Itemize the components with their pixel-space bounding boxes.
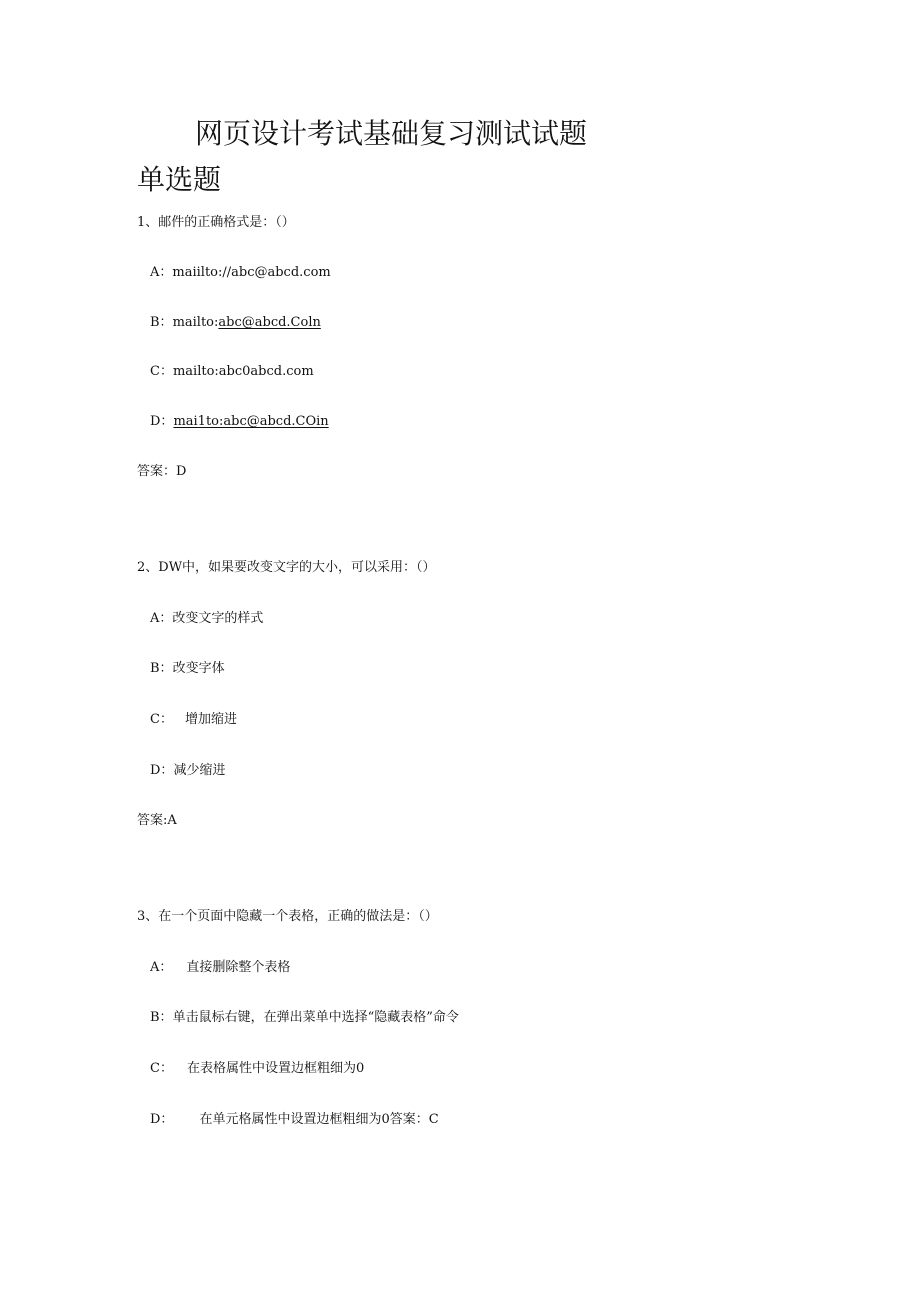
question-1-stem: 1、邮件的正确格式是：（） (137, 215, 295, 230)
question-2-option-d (150, 762, 225, 780)
option-label: C： (150, 712, 173, 727)
option-text: 单击鼠标右键，在弹出菜单中选择“隐藏表格”命令 (172, 1010, 459, 1025)
question-1-option-a (150, 264, 331, 282)
question-1-option-d (150, 413, 329, 431)
question-2-option-b (150, 660, 225, 678)
option-text: 增加缩进 (184, 712, 237, 727)
option-label: D： (150, 1112, 174, 1127)
option-text: 在单元格属性中设置边框粗细为0答案：C (199, 1112, 439, 1127)
question-3-stem: 3、在一个页面中隐藏一个表格，正确的做法是：（） (137, 909, 438, 924)
question-3-option-d (150, 1111, 439, 1129)
option-text: mailto: (172, 315, 219, 330)
option-label: C： (150, 1061, 173, 1076)
option-label: A： (150, 960, 173, 975)
option-underlined-text: mai1to:abc@abcd.COin (173, 414, 329, 429)
option-label: A： (150, 265, 173, 280)
option-label: D： (150, 414, 174, 429)
option-underlined-text: abc@abcd.Coln (218, 315, 321, 330)
option-text: 直接删除整个表格 (186, 960, 291, 975)
option-label: C： (150, 364, 173, 379)
option-text: 在表格属性中设置边框粗细为0 (186, 1061, 365, 1076)
question-2-stem: 2、DW中，如果要改变文字的大小，可以采用：（） (137, 560, 436, 575)
option-text: 改变文字的样式 (172, 611, 264, 626)
document-title: 网页设计考试基础复习测试试题 (195, 117, 588, 150)
option-label: A： (150, 611, 173, 626)
question-1-option-b (150, 314, 321, 332)
option-text: 改变字体 (172, 661, 225, 676)
question-3-option-a (150, 959, 290, 977)
question-2-option-c (150, 711, 237, 729)
question-3-option-c (150, 1060, 364, 1078)
option-label: B： (150, 315, 173, 330)
option-text: maiilto://abc@abcd.com (172, 265, 331, 280)
question-1-answer: 答案：D (137, 464, 187, 479)
question-3-option-b (150, 1009, 459, 1027)
option-label: B： (150, 661, 173, 676)
question-2-answer: 答案:A (137, 813, 177, 828)
option-label: B： (150, 1010, 173, 1025)
option-label: D： (150, 763, 174, 778)
option-text: 减少缩进 (173, 763, 226, 778)
section-heading: 单选题 (137, 163, 222, 196)
question-2-option-a (150, 610, 263, 628)
question-1-option-c (150, 363, 314, 381)
option-text: mailto:abc0abcd.com (172, 364, 314, 379)
